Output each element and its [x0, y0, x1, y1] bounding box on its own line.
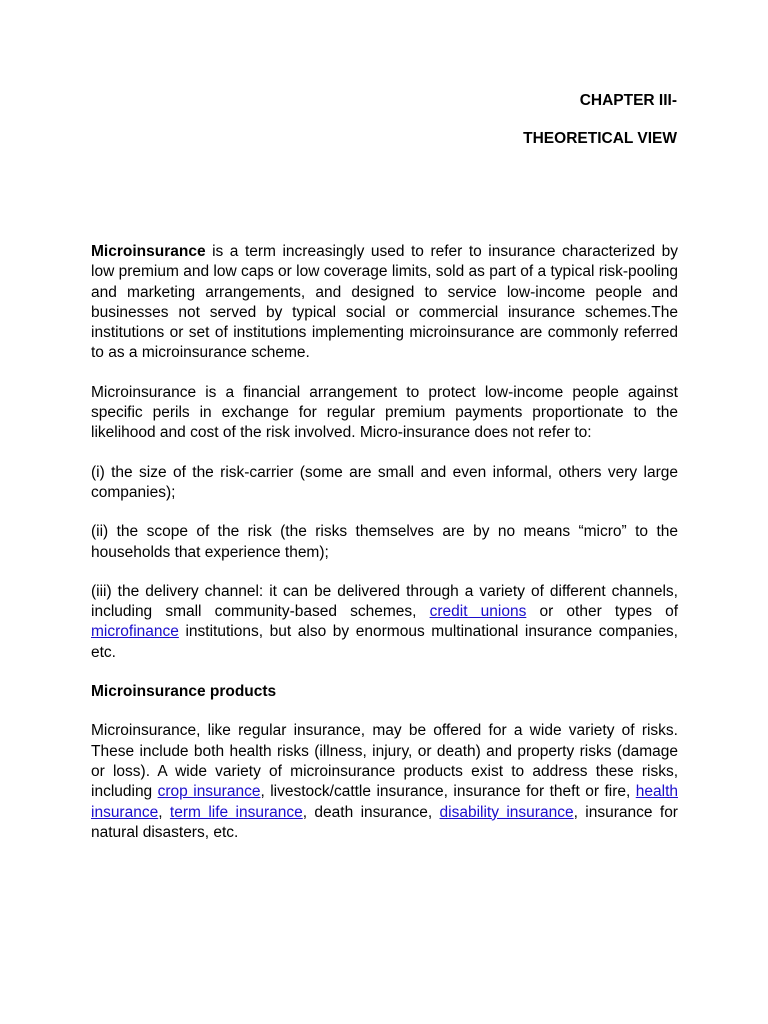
- item-text: institutions, but also by enormous multinational insurance companies, etc.: [91, 623, 678, 661]
- chapter-title: THEORETICAL VIEW: [523, 130, 677, 147]
- paragraph-text: , livestock/cattle insurance, insurance for theft or fire,: [260, 783, 636, 801]
- chapter-heading: CHAPTER III-: [579, 92, 677, 109]
- paragraph-arrangement: Microinsurance is a financial arrangement to protect low-income people against specific perils in exchange for regular premium payments proportionate to the likelihood and cost of the risk involved. Micro-insurance does not refer to:: [91, 383, 678, 442]
- paragraph-text: , insurance for natural disasters, etc.: [91, 803, 678, 841]
- link-disability-insurance[interactable]: disability insurance: [439, 803, 574, 821]
- link-term-life-insurance[interactable]: term life insurance: [169, 803, 303, 821]
- paragraph-products: [91, 721, 678, 843]
- list-item-scope: (ii) the scope of the risk (the risks themselves are by no means “micro” to the households that experience them);: [91, 523, 678, 561]
- paragraph-definition: [91, 242, 678, 364]
- item-text: (iii) the delivery channel: it can be delivered through a variety of different channels, including small community-based schemes,: [91, 582, 678, 621]
- link-credit-unions[interactable]: credit unions: [429, 603, 527, 621]
- paragraph-text: , death insurance,: [302, 803, 440, 821]
- term-microinsurance: Microinsurance: [91, 243, 206, 260]
- link-health-insurance[interactable]: health insurance: [91, 783, 678, 821]
- list-item-size: (i) the size of the risk-carrier (some are small and even informal, others very large companies);: [91, 463, 678, 501]
- document-body: [91, 242, 678, 862]
- item-text: or other types of: [526, 603, 679, 621]
- list-item-delivery: [91, 582, 678, 663]
- paragraph-text: ,: [158, 803, 170, 821]
- paragraph-text: is a term increasingly used to refer to insurance characterized by low premium and low caps or low coverage limits, sold as part of a typical risk-pooling and marketing arrangements, and designed to service low-income people and businesses not served by typical social or commercial insurance schemes.The institutions or set of institutions implementing microinsurance are commonly referred to as a microinsurance scheme.: [91, 243, 678, 362]
- paragraph-text: Microinsurance, like regular insurance, may be offered for a wide variety of risks. These include both health risks (illness, injury, or death) and property risks (damage or loss). A wide variety of microinsurance products exist to address these risks, including: [91, 722, 678, 801]
- link-crop-insurance[interactable]: crop insurance: [157, 783, 261, 801]
- section-subheading: Microinsurance products: [91, 683, 277, 701]
- link-microfinance[interactable]: microfinance: [91, 623, 179, 641]
